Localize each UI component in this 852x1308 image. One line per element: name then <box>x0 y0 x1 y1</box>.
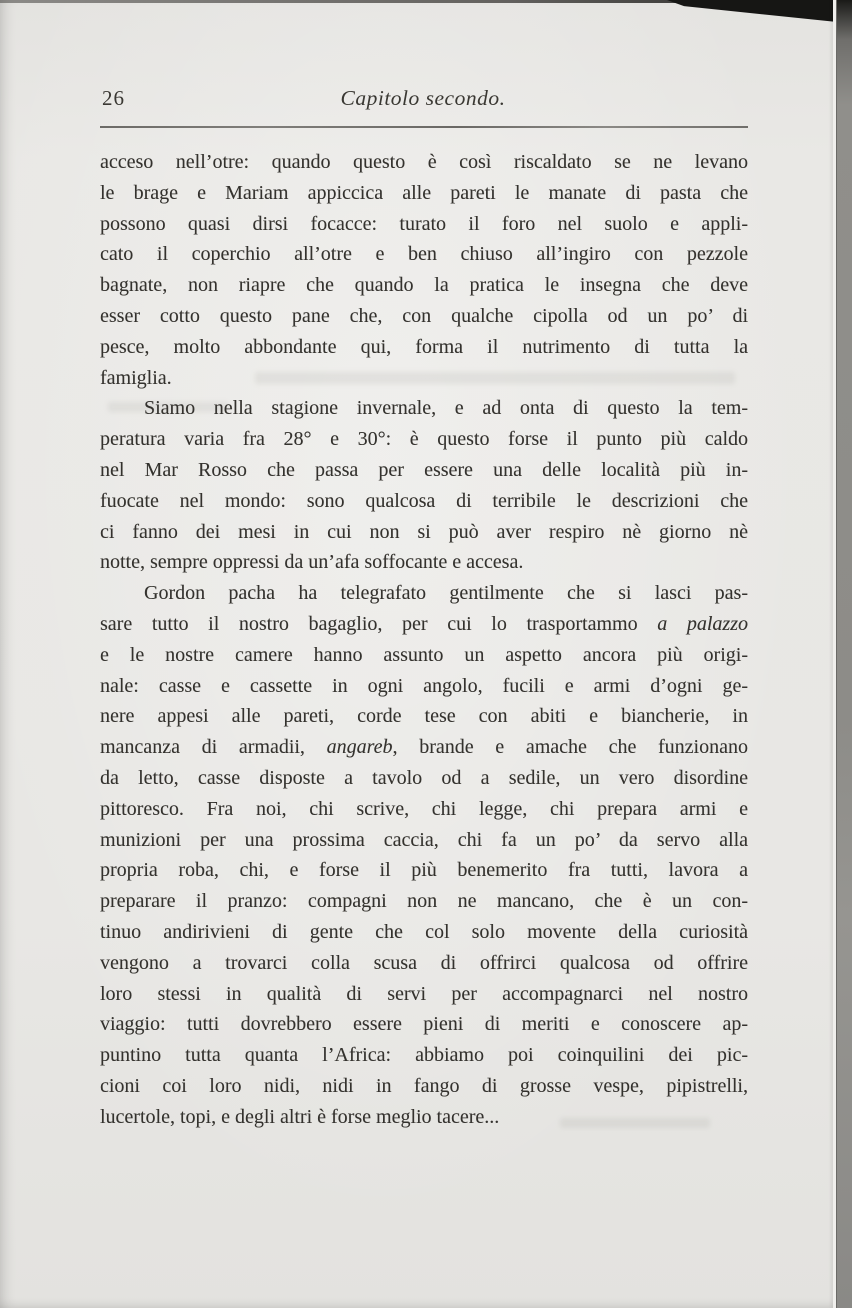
text-segment: sare tutto il nostro bagaglio, per cui lo trasportammo <box>100 612 658 635</box>
text-segment: bagnate, non riapre che quando la pratica le insegna che deve <box>100 274 748 297</box>
paragraph <box>100 147 748 393</box>
running-header: Capitolo secondo. <box>340 86 506 110</box>
text-segment: loro stessi in qualità di servi per accompagnarci nel nostro <box>100 982 748 1005</box>
italic-phrase: a palazzo <box>657 612 748 635</box>
page-corner-shadow <box>667 0 837 22</box>
text-segment: possono quasi dirsi focacce: turato il foro nel suolo e appli- <box>100 212 748 235</box>
text-line <box>100 1102 748 1133</box>
text-segment: nale: casse e cassette in ogni angolo, fucili e armi d’ogni ge- <box>100 674 748 697</box>
text-line <box>100 424 748 455</box>
text-line <box>100 732 748 763</box>
text-segment: le brage e Mariam appiccica alle pareti le manate di pasta che <box>100 181 748 204</box>
text-segment: notte, sempre oppressi da un’afa soffocante e accesa. <box>100 551 524 574</box>
paragraph <box>100 578 748 1132</box>
text-segment: da letto, casse disposte a tavolo od a sedile, un vero disordine <box>100 766 748 789</box>
text-segment: munizioni per una prossima caccia, chi fa un po’ da servo alla <box>100 828 748 851</box>
text-segment: nel Mar Rosso che passa per essere una delle località più in- <box>100 458 748 481</box>
text-segment: mancanza di armadii, <box>100 736 327 759</box>
text-line <box>100 270 748 301</box>
text-line <box>100 209 748 240</box>
text-segment: pesce, molto abbondante qui, forma il nutrimento di tutta la <box>100 335 748 358</box>
text-segment: acceso nell’otre: quando questo è così riscaldato se ne levano <box>100 151 748 173</box>
text-line <box>100 239 748 270</box>
paragraph <box>100 393 748 578</box>
text-line <box>100 640 748 671</box>
page-body <box>100 147 748 1133</box>
text-segment: lucertole, topi, e degli altri è forse meglio tacere... <box>100 1105 500 1128</box>
text-line <box>100 332 748 363</box>
text-segment: cioni coi loro nidi, nidi in fango di grosse vespe, pipistrelli, <box>100 1074 748 1097</box>
text-line <box>100 178 748 209</box>
text-line <box>100 948 748 979</box>
text-segment: vengono a trovarci colla scusa di offrirci qualcosa od offrire <box>100 951 748 974</box>
text-line <box>100 547 748 578</box>
text-segment: tinuo andirivieni di gente che col solo movente della curiosità <box>100 920 748 943</box>
text-line <box>100 855 748 886</box>
text-line <box>100 671 748 702</box>
text-line <box>100 578 748 609</box>
text-segment: propria roba, chi, e forse il più benemerito fra tutti, lavora a <box>100 859 748 882</box>
page-number: 26 <box>102 86 125 110</box>
text-segment: , brande e amache che funzionano <box>392 736 748 759</box>
text-line <box>100 763 748 794</box>
text-line <box>100 825 748 856</box>
text-line <box>100 609 748 640</box>
text-line <box>100 917 748 948</box>
book-edge-shadow <box>836 0 852 1308</box>
text-line <box>100 455 748 486</box>
text-line <box>100 794 748 825</box>
text-line <box>100 1071 748 1102</box>
text-line <box>100 363 748 394</box>
header-rule <box>100 126 748 128</box>
text-segment: esser cotto questo pane che, con qualche cipolla od un po’ di <box>100 304 748 327</box>
text-segment: viaggio: tutti dovrebbero essere pieni di meriti e conoscere ap- <box>100 1013 748 1036</box>
text-segment: peratura varia fra 28° e 30°: è questo forse il punto più caldo <box>100 428 748 451</box>
text-line <box>100 486 748 517</box>
text-line <box>100 1009 748 1040</box>
text-segment: nere appesi alle pareti, corde tese con abiti e biancherie, in <box>100 705 748 728</box>
text-segment: pittoresco. Fra noi, chi scrive, chi legge, chi prepara armi e <box>100 797 748 820</box>
page-header <box>100 86 746 116</box>
text-line <box>100 886 748 917</box>
text-segment: Gordon pacha ha telegrafato gentilmente che si lasci pas- <box>144 582 748 605</box>
text-line <box>100 979 748 1010</box>
text-segment: Siamo nella stagione invernale, e ad onta di questo la tem- <box>144 397 748 420</box>
text-line <box>100 701 748 732</box>
text-line <box>100 147 748 178</box>
text-segment: cato il coperchio all’otre e ben chiuso all’ingiro con pezzole <box>100 243 748 266</box>
text-segment: ci fanno dei mesi in cui non si può aver respiro nè giorno nè <box>100 520 748 543</box>
text-segment: fuocate nel mondo: sono qualcosa di terribile le descrizioni che <box>100 489 748 512</box>
text-line <box>100 393 748 424</box>
text-segment: puntino tutta quanta l’Africa: abbiamo poi coinquilini dei pic- <box>100 1044 748 1067</box>
text-segment: e le nostre camere hanno assunto un aspetto ancora più origi- <box>100 643 748 666</box>
text-line <box>100 301 748 332</box>
text-segment: preparare il pranzo: compagni non ne mancano, che è un con- <box>100 890 748 913</box>
italic-phrase: angareb <box>326 736 393 759</box>
text-line <box>100 517 748 548</box>
text-segment: famiglia. <box>100 366 172 389</box>
text-line <box>100 1040 748 1071</box>
